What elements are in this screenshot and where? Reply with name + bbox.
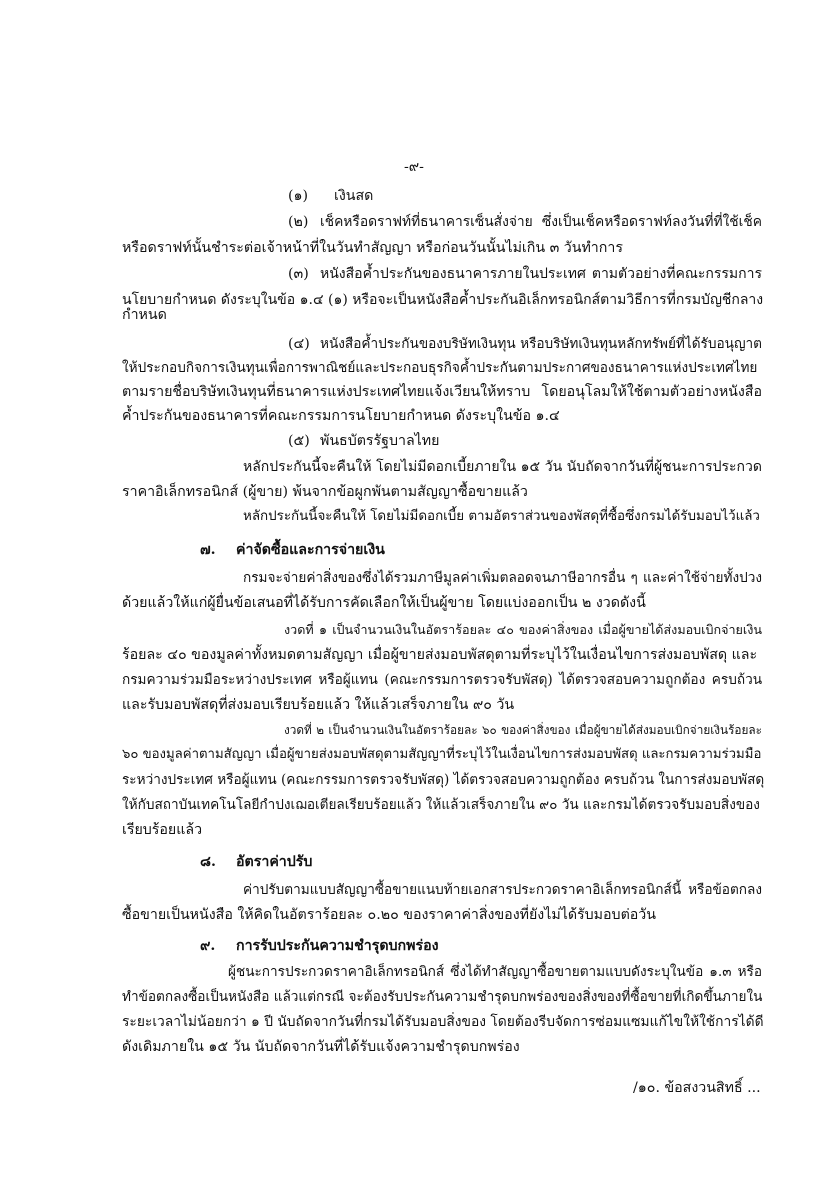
installment-2-line-2: ๖๐ ของมูลค่าตามสัญญา เมื่อผู้ขายส่งมอบพัสดุตามสัญญาที่ระบุไว้ในเงื่อนไขการส่งมอบพัสดุ และกรมความร่วมมือ bbox=[122, 747, 762, 762]
installment-2-line-1: งวดที่ ๒ เป็นจำนวนเงินในอัตราร้อยละ ๖๐ ของค่าสิ่งของ เมื่อผู้ขายได้ส่งมอบเบิกจ่ายเงินร้อยละ bbox=[284, 723, 762, 737]
section-9-line-4: ดังเดิมภายใน ๑๕ วัน นับถัดจากวันที่ได้รับแจ้งความชำรุดบกพร่อง bbox=[122, 1039, 520, 1055]
page-number: -๙- bbox=[404, 159, 424, 175]
return-1-line-2: ราคาอิเล็กทรอนิกส์ (ผู้ขาย) พ้นจากข้อผูกพันตามสัญญาซื้อขายแล้ว bbox=[122, 484, 528, 500]
item-1-number: (๑) bbox=[288, 188, 309, 204]
item-5-number: (๕) bbox=[288, 433, 310, 449]
item-4-line-2: ให้ประกอบกิจการเงินทุนเพื่อการพาณิชย์และประกอบธุรกิจค้ำประกันตามประกาศของธนาคารแห่งประเทศไทย bbox=[122, 360, 758, 376]
section-8-line-1: ค่าปรับตามแบบสัญญาซื้อขายแนบท้ายเอกสารประกวดราคาอิเล็กทรอนิกส์นี้ หรือข้อตกลง bbox=[243, 882, 762, 898]
installment-2-line-5: เรียบร้อยแล้ว bbox=[122, 822, 203, 838]
item-1-text: เงินสด bbox=[334, 188, 374, 204]
section-7-number: ๗. bbox=[200, 542, 216, 558]
item-3-line-3: กำหนด bbox=[122, 307, 167, 323]
return-2-text: หลักประกันนี้จะคืนให้ โดยไม่มีดอกเบี้ย ตามอัตราส่วนของพัสดุที่ซื้อซึ่งกรมได้รับมอบไว้แล้ว bbox=[243, 509, 760, 524]
item-2-line-2: หรือดราฟท์นั้นชำระต่อเจ้าหน้าที่ในวันทำสัญญา หรือก่อนวันนั้นไม่เกิน ๓ วันทำการ bbox=[122, 240, 623, 256]
continuation-note: /๑๐. ข้อสงวนสิทธิ์ ... bbox=[633, 1080, 761, 1096]
section-9-line-2: ทำข้อตกลงซื้อเป็นหนังสือ แล้วแต่กรณี จะต้องรับประกันความชำรุดบกพร่องของสิ่งของที่ซื้อขายที่เกิดขึ้นภายใน bbox=[122, 989, 763, 1005]
section-9-number: ๙. bbox=[200, 938, 216, 954]
item-5-text: พันธบัตรรัฐบาลไทย bbox=[320, 433, 440, 449]
item-4-line-1: หนังสือค้ำประกันของบริษัทเงินทุน หรือบริษัทเงินทุนหลักทรัพย์ที่ได้รับอนุญาต bbox=[320, 336, 762, 352]
section-9-line-3: ระยะเวลาไม่น้อยกว่า ๑ ปี นับถัดจากวันที่กรมได้รับมอบสิ่งของ โดยต้องรีบจัดการซ่อมแซมแก้ไขให้ใช้การได้ดี bbox=[122, 1014, 764, 1030]
section-7-title: ค่าจัดซื้อและการจ่ายเงิน bbox=[236, 542, 385, 558]
installment-1-line-4: และรับมอบพัสดุที่ส่งมอบเรียบร้อยแล้ว ให้แล้วเสร็จภายใน ๙๐ วัน bbox=[122, 697, 515, 713]
installment-2-line-4: ให้กับสถาบันเทคโนโลยีกำปงเฌอเตียลเรียบร้อยแล้ว ให้แล้วเสร็จภายใน ๙๐ วัน และกรมได้ตรวจรับมอบสิ่งของ bbox=[122, 797, 760, 813]
section-8-line-2: ซื้อขายเป็นหนังสือ ให้คิดในอัตราร้อยละ ๐.๒๐ ของราคาค่าสิ่งของที่ยังไม่ได้รับมอบต่อวัน bbox=[122, 907, 656, 923]
section-9-line-1: ผู้ชนะการประกวดราคาอิเล็กทรอนิกส์ ซึ่งได้ทำสัญญาซื้อขายตามแบบดังระบุในข้อ ๑.๓ หรือ bbox=[228, 964, 762, 980]
section-7-intro-2: ด้วยแล้วให้แก่ผู้ยื่นข้อเสนอที่ได้รับการคัดเลือกให้เป็นผู้ขาย โดยแบ่งออกเป็น ๒ งวดดังนี้ bbox=[122, 595, 646, 611]
section-7-intro-1: กรมจะจ่ายค่าสิ่งของซึ่งได้รวมภาษีมูลค่าเพิ่มตลอดจนภาษีอากรอื่น ๆ และค่าใช้จ่ายทั้งปวง bbox=[243, 570, 762, 586]
installment-1-line-1: งวดที่ ๑ เป็นจำนวนเงินในอัตราร้อยละ ๔๐ ของค่าสิ่งของ เมื่อผู้ขายได้ส่งมอบเบิกจ่ายเงิน bbox=[284, 622, 762, 637]
installment-1-line-3: กรมความร่วมมือระหว่างประเทศ หรือผู้แทน (คณะกรรมการตรวจรับพัสดุ) ได้ตรวจสอบความถูกต้อง ครบถ้วน bbox=[122, 672, 762, 688]
section-8-title: อัตราค่าปรับ bbox=[236, 854, 313, 870]
item-3-line-2: นโยบายกำหนด ดังระบุในข้อ ๑.๔ (๑) หรือจะเป็นหนังสือค้ำประกันอิเล็กทรอนิกส์ตามวิธีการที่กรมบัญชีกลาง bbox=[122, 292, 764, 308]
installment-1-line-2: ร้อยละ ๔๐ ของมูลค่าทั้งหมดตามสัญญา เมื่อผู้ขายส่งมอบพัสดุตามที่ระบุไว้ในเงื่อนไขการส่งมอบพัสดุ และ bbox=[122, 647, 758, 663]
item-4-line-4: ค้ำประกันของธนาคารที่คณะกรรมการนโยบายกำหนด ดังระบุในข้อ ๑.๔ bbox=[122, 408, 560, 424]
item-3-number: (๓) bbox=[288, 266, 309, 282]
section-9-title: การรับประกันความชำรุดบกพร่อง bbox=[236, 938, 439, 954]
item-2-number: (๒) bbox=[288, 214, 309, 230]
item-3-line-1: หนังสือค้ำประกันของธนาคารภายในประเทศ ตามตัวอย่างที่คณะกรรมการ bbox=[320, 266, 762, 282]
installment-2-line-3: ระหว่างประเทศ หรือผู้แทน (คณะกรรมการตรวจรับพัสดุ) ได้ตรวจสอบความถูกต้อง ครบถ้วน ในการส่งมอบพัสดุ bbox=[122, 772, 765, 788]
item-2-line-1: เช็คหรือดราฟท์ที่ธนาคารเซ็นสั่งจ่าย ซึ่งเป็นเช็คหรือดราฟท์ลงวันที่ที่ใช้เช็ค bbox=[320, 214, 762, 230]
item-4-number: (๔) bbox=[288, 336, 310, 352]
item-4-line-3: ตามรายชื่อบริษัทเงินทุนที่ธนาคารแห่งประเทศไทยแจ้งเวียนให้ทราบ โดยอนุโลมให้ใช้ตามตัวอย่างหนังสือ bbox=[122, 384, 762, 400]
return-1-line-1: หลักประกันนี้จะคืนให้ โดยไม่มีดอกเบี้ยภายใน ๑๕ วัน นับถัดจากวันที่ผู้ชนะการประกวด bbox=[243, 459, 762, 475]
section-8-number: ๘. bbox=[200, 854, 216, 870]
